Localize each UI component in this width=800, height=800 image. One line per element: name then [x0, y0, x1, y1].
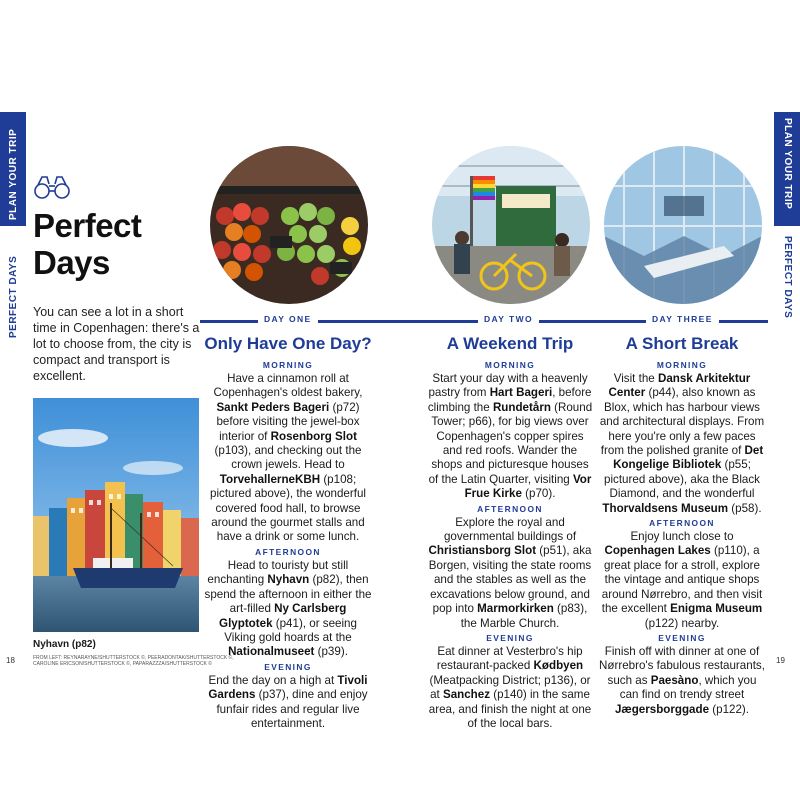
- text-run: Eat dinner at Vesterbro's hip restaurant-packed: [436, 644, 583, 673]
- text-run: (Meatpacking District; p136), or at: [429, 673, 591, 702]
- text-run: (p122) nearby.: [644, 616, 720, 630]
- title-line-1: Perfect: [33, 207, 142, 244]
- text-run: (p103), and checking out the crown jewels. Head to: [214, 444, 362, 472]
- market-food-photo: [210, 146, 368, 304]
- section-label-evening: EVENING: [486, 632, 534, 643]
- page-number-right: 19: [776, 656, 785, 665]
- black-diamond-photo: [604, 146, 762, 304]
- title-line-2: Days: [33, 244, 110, 281]
- credit-line: CAROLINE ERICSON/SHUTTERSTOCK ©, PAPARAZZZA/SHUTTERSTOCK ©: [33, 661, 212, 667]
- place-name: Rosenborg Slot: [270, 429, 357, 443]
- text-run: (p140) in the same area, and finish the night at one of the local bars.: [428, 688, 592, 730]
- side-tab-section: PERFECT DAYS: [8, 255, 19, 338]
- text-run: (p41), or seeing Viking gold hoards at the: [224, 616, 357, 644]
- section-text: [204, 372, 372, 545]
- place-name: Tivoli Gardens: [208, 673, 368, 702]
- place-name: Nationalmuseet: [228, 645, 315, 659]
- text-run: , before climbing the: [427, 386, 592, 414]
- text-run: Explore the royal and governmental buildings of: [443, 515, 577, 544]
- place-name: Ny Carlsberg Glyptotek: [219, 602, 347, 630]
- intro-text: You can see a lot in a short time in Copenhagen: there's a lot to choose from, the city is compact and transport is excellent.: [33, 305, 200, 383]
- place-name: Christiansborg Slot: [428, 544, 537, 558]
- side-tab-section-right: PERFECT DAYS: [782, 236, 793, 319]
- place-name: TorvehallerneKBH: [219, 472, 321, 486]
- day-heading: A Short Break: [625, 334, 739, 353]
- place-name: Kødbyen: [533, 659, 584, 673]
- side-tab-right: [774, 112, 800, 340]
- place-name: Marmorkirken: [477, 602, 554, 616]
- side-tab-chapter-right: PLAN YOUR TRIP: [782, 118, 793, 210]
- place-name: Paesàno: [650, 673, 699, 687]
- section-text: [204, 559, 372, 660]
- place-name: Det Kongelige Bibliotek: [613, 444, 764, 472]
- text-run: (p108; pictured above), the wonderful covered food hall, to browse around the gourmet stalls and have a drink or some lunch.: [210, 472, 366, 544]
- binoculars-icon: [33, 174, 71, 200]
- nyhavn-photo: [33, 398, 199, 632]
- place-name: Hart Bageri: [489, 386, 553, 400]
- side-tab-left: [0, 112, 26, 340]
- place-name: Rundetårn: [492, 400, 551, 414]
- day-heading: Only Have One Day?: [204, 334, 372, 353]
- section-label-afternoon: AFTERNOON: [477, 503, 543, 514]
- credit-line: FROM LEFT: REYNARAYNE/SHUTTERSTOCK ©, PEERADONTAK/SHUTTERSTOCK ©,: [33, 655, 234, 661]
- day-heading: A Weekend Trip: [446, 334, 574, 353]
- text-run: , which you can find on trendy street: [619, 673, 757, 702]
- text-run: (p70).: [521, 487, 556, 501]
- day-two-label: DAY TWO: [478, 314, 539, 324]
- text-run: (p51), aka Borgen, visiting the state rooms and the stables as well as the excavations below ground, and pop into: [428, 544, 592, 616]
- text-run: (p82), then spend the afternoon in either the art-filled: [204, 573, 372, 616]
- place-name: Thorvaldsens Museum: [602, 501, 729, 515]
- text-run: Enjoy lunch close to: [630, 530, 734, 544]
- text-run: Visit the: [613, 372, 658, 385]
- text-run: (p55; pictured above), aka the Black Diamond, and the wonderful: [604, 458, 760, 501]
- text-run: (p122).: [709, 702, 750, 716]
- page-number-left: 18: [6, 656, 15, 665]
- section-label-morning: MORNING: [656, 360, 708, 370]
- text-run: Start your day with a heavenly pastry from: [428, 372, 588, 400]
- food-hall-photo: [432, 146, 590, 304]
- page-title: [33, 207, 141, 281]
- section-label-morning: MORNING: [262, 360, 314, 370]
- section-label-afternoon: AFTERNOON: [255, 546, 321, 557]
- text-run: (p110), a great place for a stroll, explore the vintage and antique shops around Nørrebro, and then visit the excellent: [601, 544, 763, 616]
- text-run: End the day on a high at: [208, 673, 338, 687]
- section-text: [598, 645, 766, 717]
- text-run: (p83), the Marble Church.: [460, 602, 588, 630]
- text-run: (p37), dine and enjoy funfair rides and regular live entertainment.: [216, 688, 368, 730]
- text-run: (p72) before visiting the jewel-box interior of: [216, 400, 360, 443]
- day-three-label: DAY THREE: [646, 314, 719, 324]
- day-column: [426, 334, 594, 732]
- text-run: Finish off with dinner at one of Nørrebro's fabulous restaurants, such as: [599, 644, 765, 687]
- section-text: [426, 645, 594, 731]
- side-tab-chapter: PLAN YOUR TRIP: [8, 128, 19, 220]
- text-run: (p58).: [728, 501, 762, 515]
- photo-caption: Nyhavn (p82): [33, 639, 96, 650]
- text-run: Head to touristy but still enchanting: [207, 558, 349, 587]
- section-text: [598, 530, 766, 631]
- section-text: [204, 674, 372, 732]
- place-name: Sanchez: [442, 688, 491, 702]
- section-label-evening: EVENING: [658, 632, 706, 643]
- section-text: [426, 516, 594, 631]
- place-name: Vor Frue Kirke: [464, 472, 592, 501]
- section-label-evening: EVENING: [264, 661, 312, 672]
- section-label-afternoon: AFTERNOON: [649, 518, 715, 529]
- day-column: [598, 334, 766, 718]
- place-name: Nyhavn: [267, 573, 310, 587]
- day-column: [204, 334, 372, 732]
- place-name: Enigma Museum: [670, 602, 763, 616]
- text-run: Have a cinnamon roll at Copenhagen's oldest bakery,: [213, 372, 363, 400]
- day-one-label: DAY ONE: [258, 314, 318, 324]
- section-text: [598, 372, 766, 516]
- place-name: Sankt Peders Bageri: [216, 400, 330, 414]
- place-name: Dansk Arkitektur Center: [608, 372, 751, 400]
- text-run: (p44), also known as Blox, which has harbour views and architectural displays. From here you're only a few paces from the polished granite of: [599, 386, 765, 458]
- text-run: (Round Tower; p66), for big views over Copenhagen's copper spires and red roofs. Wander the shops and picturesque houses of the Latin Quarter, visiting: [428, 400, 593, 486]
- text-run: (p39).: [314, 645, 348, 659]
- section-label-morning: MORNING: [484, 360, 536, 370]
- place-name: Jægersborggade: [614, 702, 710, 716]
- place-name: Copenhagen Lakes: [604, 544, 711, 558]
- section-text: [426, 372, 594, 502]
